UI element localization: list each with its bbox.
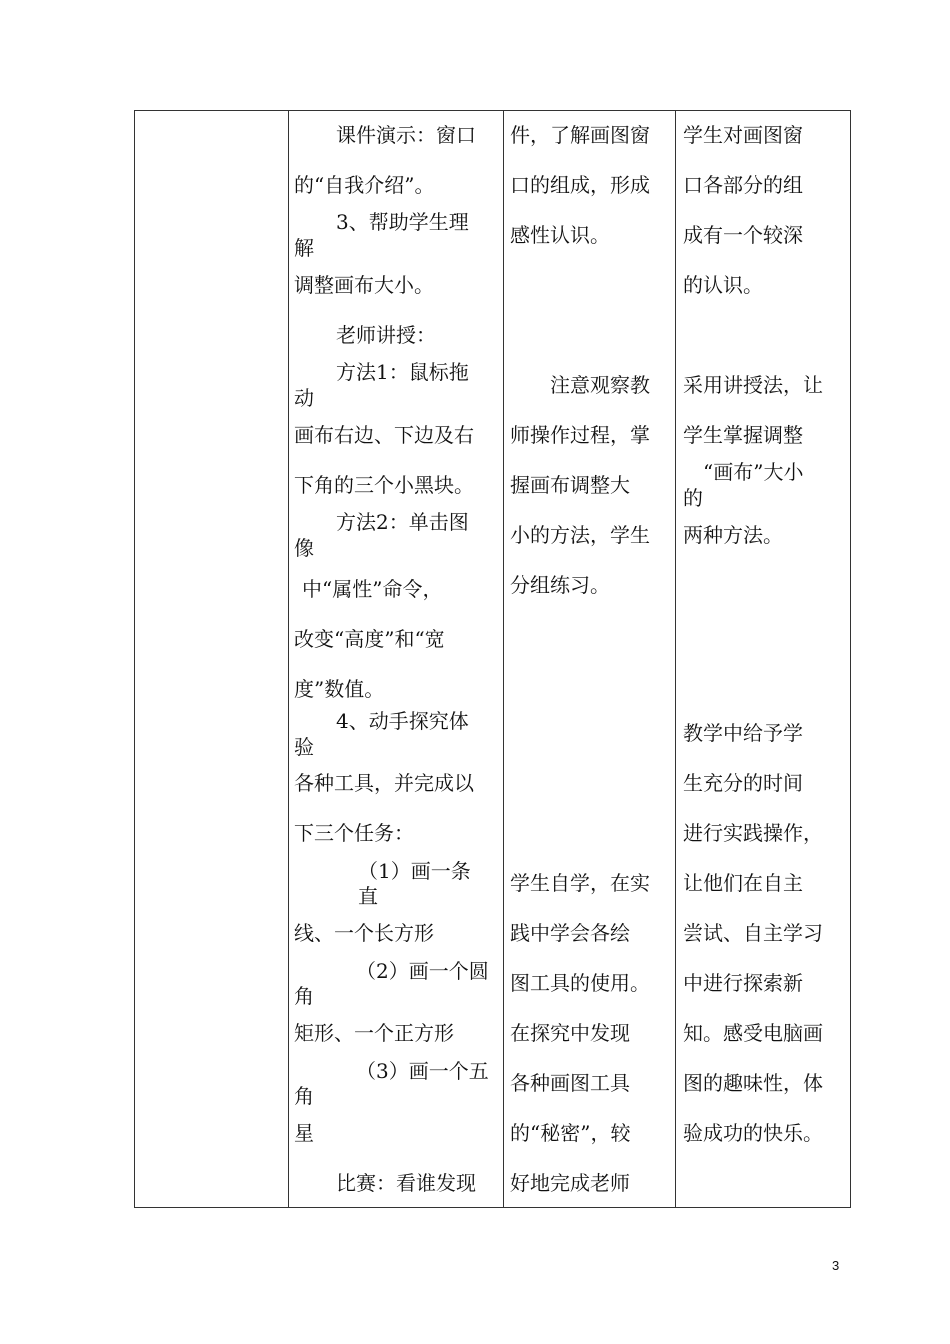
text-line: 老师讲授： bbox=[336, 323, 436, 347]
text-line: 下角的三个小黑块。 bbox=[294, 473, 474, 497]
column-divider bbox=[288, 111, 289, 1207]
text-line: 方法2：单击图 bbox=[336, 510, 469, 534]
text-line: 图工具的使用。 bbox=[510, 971, 650, 995]
text-line: “画布”大小 bbox=[703, 460, 804, 484]
text-line: 学生对画图窗 bbox=[683, 123, 803, 147]
text-line: 角 bbox=[294, 984, 314, 1008]
text-line: 的“秘密”，较 bbox=[510, 1121, 631, 1145]
text-line: 在探究中发现 bbox=[510, 1021, 630, 1045]
text-line: 直 bbox=[358, 884, 378, 908]
text-line: 课件演示：窗口 bbox=[336, 123, 476, 147]
text-line: 教学中给予学 bbox=[683, 721, 803, 745]
text-line: （1）画一条 bbox=[358, 859, 471, 883]
text-line: 分组练习。 bbox=[510, 573, 610, 597]
text-line: （3）画一个五 bbox=[356, 1059, 489, 1083]
text-line: 比赛：看谁发现 bbox=[336, 1171, 476, 1195]
text-line: 角 bbox=[294, 1084, 314, 1108]
text-line: 生充分的时间 bbox=[683, 771, 803, 795]
text-line: 学生掌握调整 bbox=[683, 423, 803, 447]
text-line: 的认识。 bbox=[683, 273, 763, 297]
text-line: 握画布调整大 bbox=[510, 473, 630, 497]
text-line: 成有一个较深 bbox=[683, 223, 803, 247]
text-line: 口的组成，形成 bbox=[510, 173, 650, 197]
text-line: 采用讲授法，让 bbox=[683, 373, 823, 397]
text-line: 画布右边、下边及右 bbox=[294, 423, 474, 447]
text-line: 口各部分的组 bbox=[683, 173, 803, 197]
text-line: 小的方法，学生 bbox=[510, 523, 650, 547]
text-line: 图的趣味性，体 bbox=[683, 1071, 823, 1095]
text-line: 各种画图工具 bbox=[510, 1071, 630, 1095]
text-line: 各种工具，并完成以 bbox=[294, 771, 474, 795]
text-line: 中进行探索新 bbox=[683, 971, 803, 995]
text-line: 验成功的快乐。 bbox=[683, 1121, 823, 1145]
text-line: 星 bbox=[294, 1121, 314, 1145]
text-line: 方法1：鼠标拖 bbox=[336, 360, 469, 384]
text-line: 件，了解画图窗 bbox=[510, 123, 650, 147]
text-line: 下三个任务： bbox=[294, 821, 414, 845]
text-line: 践中学会各绘 bbox=[510, 921, 630, 945]
text-line: 中“属性”命令， bbox=[302, 577, 443, 601]
text-line: 解 bbox=[294, 236, 314, 260]
text-line: 4、动手探究体 bbox=[336, 709, 469, 733]
text-line: 的 bbox=[683, 486, 703, 510]
text-line: 好地完成老师 bbox=[510, 1171, 630, 1195]
text-line: 注意观察教 bbox=[550, 373, 650, 397]
text-line: 线、一个长方形 bbox=[294, 921, 434, 945]
text-line: 两种方法。 bbox=[683, 523, 783, 547]
text-line: （2）画一个圆 bbox=[356, 959, 489, 983]
text-line: 改变“高度”和“宽 bbox=[294, 627, 445, 651]
text-line: 让他们在自主 bbox=[683, 871, 803, 895]
text-line: 知。感受电脑画 bbox=[683, 1021, 823, 1045]
text-line: 进行实践操作， bbox=[683, 821, 823, 845]
text-line: 矩形、一个正方形 bbox=[294, 1021, 454, 1045]
text-line: 师操作过程，掌 bbox=[510, 423, 650, 447]
page-number: 3 bbox=[832, 1258, 840, 1273]
text-line: 度”数值。 bbox=[294, 677, 385, 701]
text-line: 验 bbox=[294, 735, 314, 759]
text-line: 3、帮助学生理 bbox=[336, 210, 469, 234]
text-line: 像 bbox=[294, 536, 314, 560]
text-line: 调整画布大小。 bbox=[294, 273, 434, 297]
text-line: 尝试、自主学习 bbox=[683, 921, 823, 945]
column-divider bbox=[675, 111, 676, 1207]
text-line: 动 bbox=[294, 386, 314, 410]
text-line: 学生自学，在实 bbox=[510, 871, 650, 895]
text-line: 的“自我介绍”。 bbox=[294, 173, 435, 197]
column-divider bbox=[503, 111, 504, 1207]
text-line: 感性认识。 bbox=[510, 223, 610, 247]
